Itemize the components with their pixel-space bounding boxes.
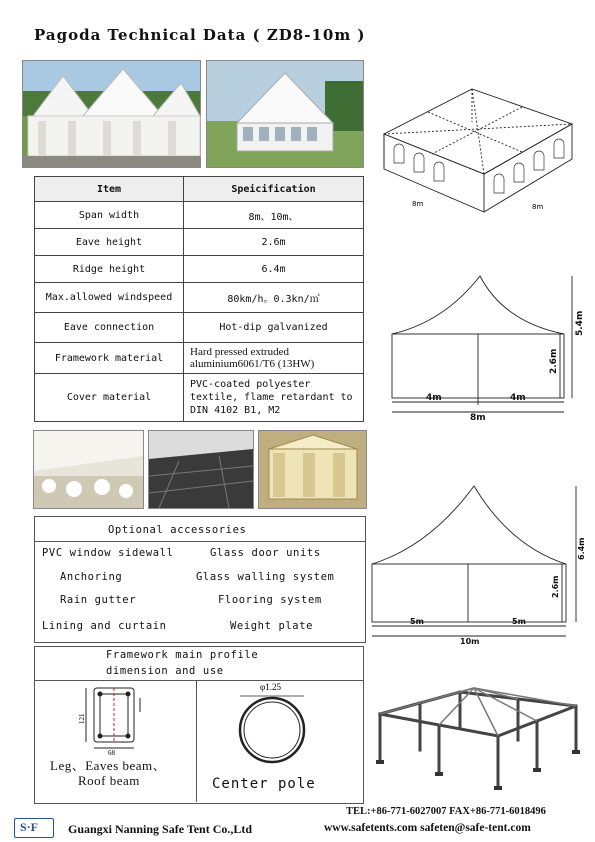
dim-8m-eave: 2.6m: [549, 348, 559, 374]
photo-pagoda-single: [206, 60, 364, 168]
accessory-item: Glass door units: [210, 547, 321, 559]
dim-8m-right: 4m: [510, 393, 526, 403]
spec-row-item: Eave connection: [35, 313, 184, 343]
dim-10m-right: 5m: [512, 617, 526, 626]
spec-row-item: Span width: [35, 202, 184, 229]
pole-caption: Center pole: [212, 776, 316, 792]
leg-caption-line1: Leg、Eaves beam、: [50, 758, 167, 773]
spec-row-value: PVC-coated polyester textile, flame retardant to DIN 4102 B1, M2: [184, 374, 364, 422]
contact-web-email: www.safetents.com safeten@safe-tent.com: [324, 822, 531, 834]
leg-width-label: 68: [108, 749, 115, 757]
company-name: Guangxi Nanning Safe Tent Co.,Ltd: [68, 822, 253, 836]
spec-row-value: 2.6m: [184, 229, 364, 256]
spec-row-value: Hard pressed extruded aluminium6061/T6 (13HW): [184, 343, 364, 374]
iso-dim-left: 8m: [412, 200, 424, 208]
elevation-10m-drawing: [370, 484, 586, 644]
spec-table: [34, 176, 364, 422]
spec-row-item: Eave height: [35, 229, 184, 256]
dim-8m-height: 5.4m: [575, 310, 585, 336]
spec-row-item: Max.allowed windspeed: [35, 283, 184, 313]
dim-10m-eave: 2.6m: [551, 575, 560, 598]
dim-10m-total: 10m: [460, 637, 480, 646]
spec-row-value: 80km/h。0.3kn/㎡: [184, 283, 364, 313]
spec-row-item: Cover material: [35, 374, 184, 422]
elevation-8m-drawing: [384, 272, 584, 422]
iso-frame-drawing: [372, 64, 584, 234]
dim-8m-total: 8m: [470, 413, 486, 423]
leg-caption-line2: Roof beam: [78, 773, 140, 788]
company-logo: [14, 818, 54, 838]
spec-row-value: Hot-dip galvanized: [184, 313, 364, 343]
accessory-item: Weight plate: [230, 620, 314, 632]
profile-title-line2: dimension and use: [106, 665, 224, 677]
profile-column-divider: [196, 680, 197, 802]
spec-header-spec: Speicification: [184, 177, 364, 202]
accessories-title: Optional accessories: [108, 524, 247, 536]
iso-dim-right: 8m: [532, 203, 544, 211]
dim-8m-left: 4m: [426, 393, 442, 403]
page-title: Pagoda Technical Data ( ZD8-10m ): [34, 26, 366, 44]
spec-row-value: 8m、10m、: [184, 202, 364, 229]
leg-profile-drawing: [80, 684, 160, 756]
accessory-item: Anchoring: [60, 571, 123, 583]
photo-lining-curtain: [258, 430, 367, 509]
spec-row-value: 6.4m: [184, 256, 364, 283]
pole-diameter-label: φ1.25: [260, 682, 281, 692]
accessory-item: Rain gutter: [60, 594, 137, 606]
spec-row-item: Ridge height: [35, 256, 184, 283]
photo-pagoda-row: [22, 60, 201, 168]
accessory-item: Flooring system: [218, 594, 322, 606]
spec-header-item: Item: [35, 177, 184, 202]
accessory-item: Lining and curtain: [42, 620, 167, 632]
leg-height-label: 121: [78, 713, 86, 724]
accessory-item: PVC window sidewall: [42, 547, 174, 559]
contact-tel-fax: TEL:+86-771-6027007 FAX+86-771-6018496: [346, 806, 546, 817]
spec-row-item: Framework material: [35, 343, 184, 374]
dim-10m-left: 5m: [410, 617, 424, 626]
photo-interior-floor: [148, 430, 254, 509]
profile-title-line1: Framework main profile: [106, 649, 259, 661]
frame-structure-drawing: [370, 676, 586, 796]
dim-10m-height: 6.4m: [577, 537, 586, 560]
accessory-item: Glass walling system: [196, 571, 335, 583]
company-logo-text: S·F: [20, 820, 39, 834]
center-pole-drawing: [224, 680, 344, 770]
photo-interior-tables: [33, 430, 144, 509]
